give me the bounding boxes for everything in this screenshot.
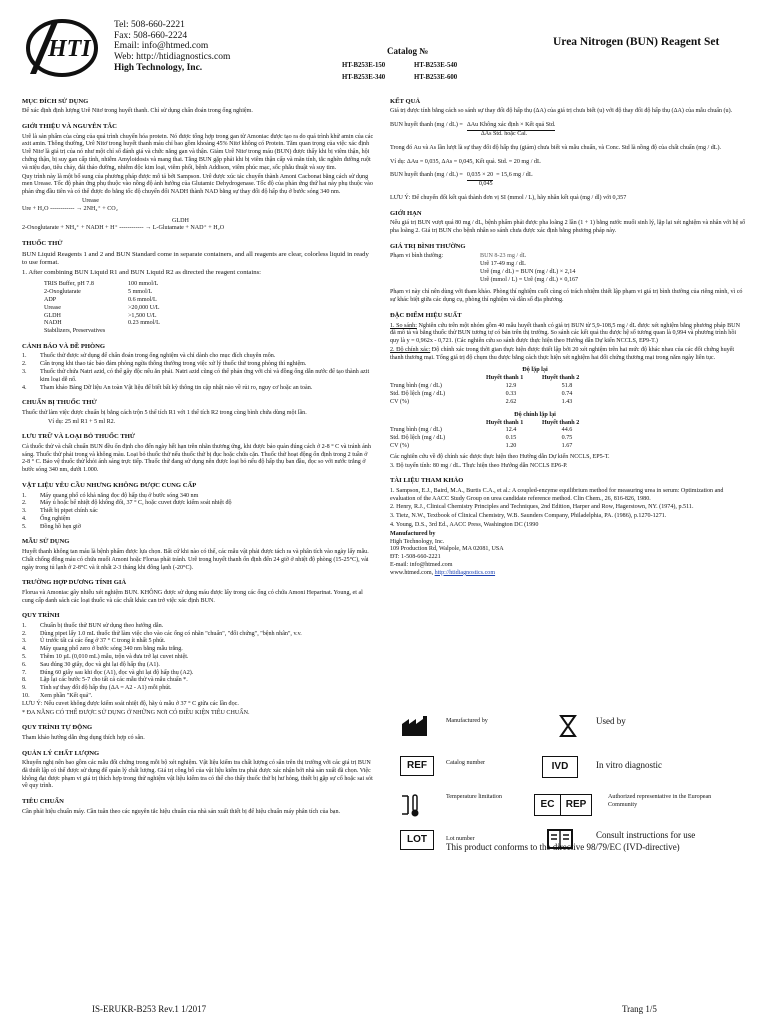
reagent-concentration: [128, 328, 164, 336]
reagent-concentration: 100 mmol/L: [128, 281, 159, 288]
composition-row: [44, 320, 164, 328]
precision-text: Độ chính xác trong thời gian thực hiện được thiết lập bởi 20 xét nghiệm trên hai mức độ khác nhau của các đối chứng huyết thanh thương mại. Tổng giá trị độ chụm thu được bằng cách thực hiện xét nghiệm hai đối chứng thương mại trong năm ngày liên tục.: [390, 346, 735, 361]
list-item: [22, 638, 374, 646]
comparison-lead: 1. So sánh:: [390, 322, 417, 329]
section-title: CHUẨN BỊ THUỐC THỬ: [22, 399, 97, 407]
section-body: BUN Liquid Reagents 1 and 2 and BUN Standard come in separate containers, and all reagents are clear, colorless liquid in ready to use format.: [22, 250, 369, 267]
section-title: LƯU TRỮ VÀ LOẠI BỎ THUỐC THỬ: [22, 433, 136, 441]
cell-value: 51.8: [561, 383, 573, 390]
section-title: VẬT LIỆU YÊU CẦU NHƯNG KHÔNG ĐƯỢC CUNG CẤP: [22, 482, 197, 490]
formula-denominator: 0,045: [478, 181, 493, 188]
table-row: [390, 443, 598, 451]
symbol-label: In vitro diagnostic: [596, 760, 662, 770]
document-id: IS-ERUKR-B253 Rev.1 1/2017: [92, 1004, 207, 1014]
example-line: Ví dụ: ΔAu = 0,035, ΔAs = 0,045, Kết quả. Std. = 20 mg / dL: [390, 158, 541, 165]
list-number: 1.: [22, 492, 27, 499]
reagent-concentration: 0.6 mmol/L: [128, 297, 157, 303]
list-text: Cẩn trọng khi thao tác bảo đảm phòng ngừa thông thường trong việc xử lý thuốc thử trong phòng thí nghiệm.: [40, 361, 307, 368]
list-item: [22, 677, 374, 685]
list-text: Thêm 10 µL (0,010 mL) mẫu, trộn và đưa trở lại cuvet nhiệt.: [40, 653, 189, 660]
list-text: Dùng pipet lấy 1.0 mL thuốc thử làm việc cho vào các ống có nhãn "chuẩn", "đối chứng", "bệnh nhân", v.v.: [40, 630, 302, 637]
comparison-text: Nghiên cứu trên một nhóm gồm 40 mẫu huyết thanh có giá trị BUN từ 5,9-108,5 mg / dL được xét nghiệm bằng phương pháp BUN đã mô tả và bằng thuốc thử BUN tương tự có bán trên thị trường. So sánh các kết quả thu được hệ số tương quan là 0,994 và phương trình hồi quy là y = 0,962x - 0,721. (Các nghiên cứu so sánh được thực hiện theo Hướng dẫn Dự kiến NCCLS, EP9-T.): [390, 322, 740, 345]
section-body: [390, 323, 746, 346]
ivd-icon: IVD: [542, 756, 578, 778]
composition-row: [44, 313, 164, 321]
list-item: [22, 646, 374, 654]
cell-value: 12.9: [505, 383, 517, 390]
references-list: [390, 488, 746, 530]
reagent-name: Urease: [44, 304, 61, 311]
conformity-statement: This product conforms to the directive 98/79/EC (IVD-directive): [446, 842, 680, 852]
header-web[interactable]: Web: http://htidiagnostics.com: [114, 51, 231, 62]
list-text: Chuẩn bị thuốc thử BUN sử dụng theo hướng dẫn.: [40, 622, 164, 629]
list-number: 3.: [22, 508, 27, 515]
reference-item: 4. Young, D.S., 3rd Ed., AACC Press, Washington DC (1990: [390, 521, 539, 528]
reagent-concentration: 5 mmol/L: [128, 289, 153, 296]
section-body: Cả thuốc thử và chất chuẩn BUN đều ổn định cho đến ngày hết hạn trên nhãn thương ứng, khi được bảo quản đúng cách ở 2-8 ° C và tránh ánh sáng. Thuốc thử phải trong và không màu. Loại bỏ thuốc thử nếu thuốc thử bị đục hoặc chứa cặn. Thuốc thử hoạt động ổn định trong 2 tuần ở 2-8 ° C. Bảo vệ thuốc thử khỏi ánh sáng trực tiếp. Thuốc thử đang sử dụng nên được loại bỏ nếu độ hấp thụ ban đầu, đọc so với nước trắng ở bước sóng 340 nm, dưới 1.000.: [22, 443, 371, 474]
reagent-name: GLDH: [44, 312, 61, 319]
header-email[interactable]: Email: info@htmed.com: [114, 41, 209, 52]
reagent-name: Stabilizers, Preservatives: [44, 328, 106, 335]
list-number: 1.: [22, 622, 27, 629]
manufacturer-web: [390, 570, 746, 578]
section-title: QUẢN LÝ CHẤT LƯỢNG: [22, 749, 100, 757]
row-label: CV (%): [390, 398, 410, 405]
right-column: [390, 98, 746, 578]
section-body: Thuốc thử làm việc được chuẩn bị bằng cách trộn 5 thể tích R1 với 1 thể tích R2 trong cùng bình chứa dùng một lần.: [22, 409, 307, 416]
symbol-label: Authorized representative in the European Community: [608, 794, 712, 808]
list-text: Xem phần "Kết quả".: [40, 692, 93, 699]
company-name: High Technology, Inc.: [114, 62, 203, 73]
reagent-name: NADH: [44, 320, 62, 327]
cell-value: 2.62: [505, 398, 517, 405]
reaction-equation: 2-Oxoglutarate + NH₄⁺ + NADH + H⁺ ------------ → L-Glutamate + NAD⁺ + H₂O: [22, 225, 225, 232]
formula-result: = 15,6 mg / dL: [496, 172, 533, 179]
lot-icon: LOT: [400, 830, 434, 850]
list-item: [22, 369, 374, 385]
section-body: Các nghiên cứu về độ chính xác được thực hiện theo Hướng dẫn Dự kiến NCCLS, EP5-T.: [390, 453, 610, 460]
warnings-list: [22, 353, 374, 392]
list-item: [22, 524, 374, 532]
list-text: Đồng hồ hẹn giờ: [40, 523, 81, 530]
row-label: Trung bình (mg / dL): [390, 383, 442, 390]
list-item: [22, 623, 374, 631]
table-row: [390, 391, 598, 399]
header-tel: Tel: 508-660-2221: [114, 20, 185, 30]
list-number: 6.: [22, 661, 27, 668]
section-title: MỤC ĐÍCH SỬ DỤNG: [22, 98, 89, 105]
section-body: Florua và Amoniac gây nhiễu xét nghiệm BUN. KHÔNG được sử dụng máu được lấy trong các ống có chứa Amoni Heparinat. Young, et al cung cấp danh sách các loại thuốc và các chất khác can trở việc xác định BUN.: [22, 589, 363, 604]
manufacturer-link[interactable]: http://htidiagnostics.com: [434, 569, 496, 576]
result-formula: [390, 122, 746, 139]
reaction-equation: Ure + H₂O ------------ → 2NH₄⁺ + CO₂: [22, 205, 118, 212]
list-number: 4.: [22, 515, 27, 522]
row-label: CV (%): [390, 442, 410, 449]
list-number: 1.: [22, 353, 27, 360]
rep-label: REP: [565, 798, 587, 810]
table-header: Huyết thanh 1: [486, 419, 524, 426]
section-body: 1. After combining BUN Liquid R1 and BUN Liquid R2 as directed the reagent contains:: [22, 268, 262, 276]
symbol-label: Temperature limitation: [446, 794, 502, 800]
symbol-label: Consult instructions for use: [596, 830, 696, 840]
catalog-number: HT-B253E-150: [342, 62, 386, 69]
formula-numerator: 0,035 × 20: [467, 172, 493, 181]
list-item: [22, 385, 374, 393]
composition-table: [44, 281, 164, 336]
list-item: [22, 508, 374, 516]
list-number: 10.: [22, 692, 30, 699]
catalog-number: HT-B253E-340: [342, 73, 386, 81]
list-text: Thuốc thử được sử dụng để chẩn đoán trong ống nghiệm và chỉ dành cho mục đích chuyên môn.: [40, 353, 276, 360]
list-text: Tham khảo Bảng Dữ liệu An toàn Vật liệu để biết bất kỳ thông tin cập nhật nào về rủi ro, nguy cơ hoặc an toàn.: [40, 384, 313, 391]
section-title: ĐẶC ĐIỂM HIỆU SUẤT: [390, 312, 462, 320]
list-number: 7.: [22, 669, 27, 676]
section-title: THUỐC THỬ: [22, 240, 63, 248]
manufacturer-line: High Technology, Inc.: [390, 538, 445, 545]
cell-value: 0.74: [561, 391, 573, 398]
cell-value: 1.20: [505, 442, 517, 449]
catalog-numbers: [342, 60, 457, 84]
section-body: Urê là sản phẩm của cùng của quá trình chuyển hóa protein. Nó được tổng hợp trong gan từ Amoniac được tạo ra do quá trình khử amin của các axit amin. Thông thường, Urê Nitơ trong huyết thanh máu chỉ bao gồm khoảng 45% Nitơ không có Protein. Tăm quan trọng của việc xác định Urê Nitơ là giá trị của nó như một chỉ số đánh giá và chức năng gan và thận. Giảm Urê Nitơ trong máu (BUN) được thấy khi bị viêm thận, hội chứng thận, bị suy gan cấp tính, nhiễm Amyloidosis và mang thai. Tăng BUN gặp phải khi bị viêm thận cấp và mãn tính, tắc nghẽn đường ruột và niệu đạo, tiêu chảy, đái tháo đường, nhiễm độc kim loại, viêm phổi, bệnh Addison, viêm phúc mạc, sốc phẫu thuật và suy tim.: [22, 133, 374, 171]
formula-lhs: BUN huyết thanh (mg / dL) =: [390, 172, 463, 179]
table-title: Độ chính lặp lại: [514, 410, 556, 418]
list-item: [22, 361, 374, 369]
list-text: Máy ủ hoặc bể nhiệt độ không đổi, 37 ° C, hoặc cuvet được kiểm soát nhiệt độ: [40, 500, 232, 507]
composition-row: [44, 305, 164, 313]
procedure-note: LƯU Ý: Nếu cuvet không được kiểm soát nhiệt độ, hãy ủ mẫu ở 37 ° C giữa các lần đọc.: [22, 700, 239, 707]
section-note: LƯU Ý: Để chuyển đổi kết quả thành đơn vị SI (mmol / L), hãy nhân kết quả (mg / dl) với 0,357: [390, 195, 627, 202]
section-title: QUY TRÌNH TỰ ĐỘNG: [22, 724, 93, 732]
list-number: 2.: [22, 630, 27, 637]
section-body: [390, 347, 746, 363]
section-title: GIỚI THIỆU VÀ NGUYÊN TẮC: [22, 123, 117, 131]
left-column: [22, 98, 374, 817]
reagent-name: ADP: [44, 297, 57, 303]
list-item: [22, 662, 374, 670]
list-text: Lặp lại các bước 5-7 cho tất cả các mẫu thử và mẫu chuẩn *.: [40, 677, 188, 684]
enzyme-label: GLDH: [172, 217, 189, 224]
materials-list: [22, 493, 374, 532]
list-text: Máy quang phổ có khả năng đọc độ hấp thụ ở bước sóng 340 nm: [40, 492, 199, 499]
list-number: 4.: [22, 384, 27, 391]
section-body: Trong đó Au và As lần lượt là sự thay đổi độ hấp thụ (giảm) chưa biết và mẫu chuẩn, và Conc. Std là nồng độ của chất chuẩn (mg / dL).: [390, 144, 722, 151]
procedure-note: * ĐA NĂNG CÓ THỂ ĐƯỢC SỬ DỤNG Ở NHỮNG NƠI CÓ ĐIỀU KIỆN TIÊU CHUẨN.: [22, 709, 250, 716]
thermometer-icon: [400, 792, 430, 818]
table-row: [390, 435, 598, 443]
manufacturer-website[interactable]: www.htmed.com,: [390, 569, 434, 576]
list-number: 3.: [22, 369, 27, 376]
list-number: 8.: [22, 677, 27, 684]
symbol-label: Lot number: [446, 836, 475, 842]
composition-row: [44, 289, 164, 297]
section-body: Tham khảo hướng dẫn ứng dụng thích hợp có sẵn.: [22, 734, 145, 741]
logo-text: HTI: [48, 36, 91, 62]
symbol-label: Used by: [596, 716, 626, 726]
list-text: Ống nghiệm: [40, 515, 71, 522]
repeatability-table: [390, 375, 598, 406]
ref-icon: REF: [400, 756, 434, 776]
normal-range-line: BUN 8-23 mg / dL: [480, 253, 527, 260]
cell-value: 44.6: [561, 427, 573, 434]
section-body: Ví dụ: 25 ml R1 + 5 ml R2.: [48, 418, 116, 425]
reagent-name: 2-Oxoglutarate: [44, 289, 81, 296]
reproducibility-table: [390, 420, 598, 451]
header-fax: Fax: 508-660-2224: [114, 30, 188, 41]
cell-value: 0.33: [505, 391, 517, 398]
section-body: Để xác định định lượng Urê Nitơ trong huyết thanh. Chỉ sử dụng chẩn đoán trong ống nghiệm.: [22, 108, 253, 115]
formula-lhs: BUN huyết thanh (mg / dL) =: [390, 122, 463, 129]
table-header: Huyết thanh 2: [542, 375, 580, 382]
reagent-concentration: >1,500 U/L: [128, 312, 157, 319]
cell-value: 0.75: [561, 435, 573, 442]
list-text: Máy quang phổ zero ở bước sóng 340 nm bằng mẫu trắng.: [40, 646, 183, 653]
factory-icon: [400, 714, 430, 738]
normal-range-line: Urê (mmol / L) = Urê (mg / dL) × 0,167: [480, 276, 579, 283]
reagent-concentration: 0.23 mmol/L: [128, 320, 160, 327]
manufacturer-line: 109 Production Rd, Walpole, MA 02081, USA: [390, 546, 504, 553]
composition-row: [44, 328, 164, 336]
row-label: Std. Độ lệch (mg / dL): [390, 391, 446, 398]
section-title: GIỚI HẠN: [390, 209, 422, 217]
symbol-label: Catalog number: [446, 760, 486, 766]
formula-denominator: ΔAs Std. hoặc Cal.: [480, 131, 528, 138]
cell-value: 0.15: [505, 435, 517, 442]
manufacturer-line: ĐT: 1-508-660-2221: [390, 554, 441, 561]
list-text: Tính sự thay đổi độ hấp thụ (ΔA = A2 - A1) mỗi phút.: [40, 685, 172, 692]
manufacturer-title: Manufactured by: [390, 530, 436, 537]
section-title: CẢNH BÁO VÀ ĐỀ PHÒNG: [22, 342, 106, 350]
cell-value: 1.43: [561, 398, 573, 405]
list-text: Đúng 60 giây sau khi đọc (A1), đọc và ghi lại độ hấp thụ (A2).: [40, 669, 194, 676]
table-header: Huyết thanh 1: [486, 375, 524, 382]
section-body: Quy trình này là một bổ sung của phương pháp được mô tả bởi Sampson. Urê được xúc tác chuyển thành Amoni Cacbonat bằng cách sử dụng men Urease. Tốc độ phản ứng phụ thuộc vào nồng độ ảnh hưởng của Glutamic Dehydrogenase. Tốc độ của phản ứng thứ hai này phụ thuộc vào phản ứng đầu tiên và có thể được đo bằng tốc độ chuyển đổi NADH thành NAD bằng sự thay đổi độ hấp thụ ở bước sóng 340 nm.: [22, 173, 373, 196]
section-title: GIÁ TRỊ BÌNH THƯỜNG: [390, 242, 466, 250]
manufacturer-info: [390, 539, 746, 570]
page-number: Trang 1/5: [622, 1004, 657, 1014]
row-label: Std. Độ lệch (mg / dL): [390, 435, 446, 442]
precision-lead: 2. Độ chính xác:: [390, 346, 431, 353]
reference-item: 2. Henry, R.J., Clinical Chemistry Principles and Techniques, 2nd Edition, Harper and Row, Hagerstown, NY. (1974), p.511.: [390, 504, 694, 511]
list-number: 5.: [22, 523, 27, 530]
catalog-number: HT-B253E-540: [414, 62, 458, 69]
section-title: MẪU SỬ DỤNG: [22, 538, 70, 546]
list-number: 4.: [22, 646, 27, 653]
reagent-concentration: >20,000 U/L: [128, 304, 160, 311]
section-body: Giá trị được tính bằng cách so sánh sự thay đổi độ hấp thụ (ΔA) của giá trị chưa biết (u) với độ thay đổi độ hấp thụ (ΔA) của mẫu chuẩn (u).: [390, 108, 733, 115]
section-body: Huyết thanh không tan máu là bệnh phẩm được lựa chọn. Bất cứ khi nào có thể, các mẫu vật phải được tách ra và phân tích vào ngày lấy mẫu. Chất chống đông máu có chứa muối Amoni hoặc Florua phải tránh. Urê trong huyết thanh ổn định đến 24 giờ ở nhiệt độ phòng (15-25°C), vài ngày trong tủ lạnh ở 2-8°C và ít nhất 2-3 tháng khi đông lạnh (-20°C).: [22, 548, 369, 571]
normal-range-line: Urê (mg / dL) = BUN (mg / dL) × 2,14: [480, 268, 576, 275]
ec-label: EC: [535, 795, 561, 815]
list-number: 3.: [22, 638, 27, 645]
composition-row: [44, 281, 164, 289]
table-row: [390, 399, 598, 407]
list-number: 9.: [22, 685, 27, 692]
section-title: QUY TRÌNH: [22, 612, 60, 620]
cell-value: 1.67: [561, 442, 573, 449]
document-title: Urea Nitrogen (BUN) Reagent Set: [553, 36, 720, 48]
reference-item: 3. Tietz, N.W., Textbook of Clinical Chemistry, W.B. Saunders Company, Philadelphia, PA. (1986), p.1270-1271.: [390, 513, 667, 520]
catalog-label: Catalog №: [387, 46, 429, 56]
section-body: Phạm vi này chỉ nên dùng với tham khảo. Phòng thí nghiệm cuối cùng có trách nhiệm thiết lập phạm vi giá trị bình thường của riêng mình, vì có sự khác biệt giữa các dụng cụ, phòng thí nghiệm và dân số địa phương.: [390, 289, 743, 304]
reference-item: 1. Sampson, E.J., Baird, M.A., Burtis C.A., et al.: A coupled-enzyme equilibrium method for measuring urea in serum: Optimization and evaluation of the AACC Study Group on urea candidate reference method. Clin Chem., 26, 816-826, 1980.: [390, 487, 724, 502]
row-label: Trung bình (mg / dL): [390, 427, 442, 434]
procedure-list: [22, 623, 374, 701]
list-item: [22, 685, 374, 693]
list-item: [22, 654, 374, 662]
section-title: TÀI LIỆU THAM KHẢO: [390, 477, 464, 485]
catalog-number: HT-B253E-600: [414, 73, 458, 81]
list-number: 2.: [22, 500, 27, 507]
section-body: Khuyến nghị nên bao gồm các mẫu đối chứng trong mỗi bộ xét nghiệm. Vật liệu kiểm tra chất lượng có sẵn trên thị trường với các giá trị BUN đã thiết lập có thể được sử dụng để quản lý chất lượng. Giá trị công bố của vật liệu kiểm tra phải được xác nhận bởi nhà sản xuất đã chọn. Việc không đạt được phạm vi giá trị thích hợp trong thử nghiệm vật liệu kiểm tra có thể cho thấy thuốc thử bị hư hỏng, thiết bị gặp sự cố hoặc sai sót về quy trình.: [22, 760, 373, 790]
example-formula: [390, 172, 746, 189]
composition-row: [44, 297, 164, 305]
reagent-name: TRIS Buffer, pH 7.8: [44, 281, 94, 288]
formula-numerator: ΔAu Không xác định × Kết quả Std.: [467, 122, 556, 131]
list-text: Ủ trước tất cả các ống ở 37 ° C trong ít nhất 5 phút.: [40, 638, 166, 645]
list-item: [22, 516, 374, 524]
symbols-legend: [396, 712, 746, 872]
list-text: Thuốc thử chứa Natri azid, có thể gây độc nếu ăn phải. Natri azid cũng có thể phản ứng với chì và đồng ống dẫn nước để tạo thành azit kim loại dễ nổ.: [40, 369, 370, 383]
company-logo: [22, 14, 100, 80]
section-title: KẾT QUẢ: [390, 98, 421, 105]
normal-range-label: Phạm vi bình thường:: [390, 253, 444, 260]
section-body: Nếu giá trị BUN vượt quá 80 mg / dL, bệnh phẩm phải được pha loãng 2 lần (1 + 1) bằng nước muối sinh lý, lặp lại xét nghiệm và nhân với hệ số pha loãng 2. Giá trị BUN cho bệnh nhân so sánh chưa được xác định bằng phương pháp này.: [390, 220, 746, 235]
cell-value: 12.4: [505, 427, 517, 434]
section-title: TIÊU CHUẨN: [22, 798, 64, 806]
list-number: 5.: [22, 653, 27, 660]
normal-range: [390, 253, 746, 284]
list-item: [22, 693, 374, 701]
table-title: Độ lặp lại: [522, 366, 548, 374]
list-text: Thiết bị pipet chính xác: [40, 508, 98, 515]
hourglass-icon: [558, 714, 578, 738]
table-row: [390, 427, 598, 435]
list-number: 2.: [22, 361, 27, 368]
section-body: 3. Độ tuyến tính: 80 mg / dL. Thực hiện theo Hướng dẫn NCCLS EP6-P.: [390, 462, 568, 469]
normal-range-line: Urê 17-49 mg / dL: [480, 261, 526, 268]
section-body: Cần phải hiệu chuẩn máy. Cần tuân theo các nguyên tắc hiệu chuẩn của nhà sản xuất thiết bị để hiệu chuẩn máy phân tích của bạn.: [22, 808, 341, 815]
enzyme-label: Urease: [82, 198, 99, 205]
list-text: Sau đúng 30 giây, đọc và ghi lại độ hấp thụ (A1).: [40, 661, 160, 668]
table-row: [390, 383, 598, 391]
symbol-label: Manufactured by: [446, 718, 488, 724]
section-title: TRƯỜNG HỢP DƯƠNG TÍNH GIẢ: [22, 579, 127, 587]
table-header: Huyết thanh 2: [542, 419, 580, 426]
manufacturer-line: E-mail: info@htmed.com: [390, 561, 453, 568]
ec-rep-icon: [534, 794, 592, 816]
list-item: [22, 500, 374, 508]
